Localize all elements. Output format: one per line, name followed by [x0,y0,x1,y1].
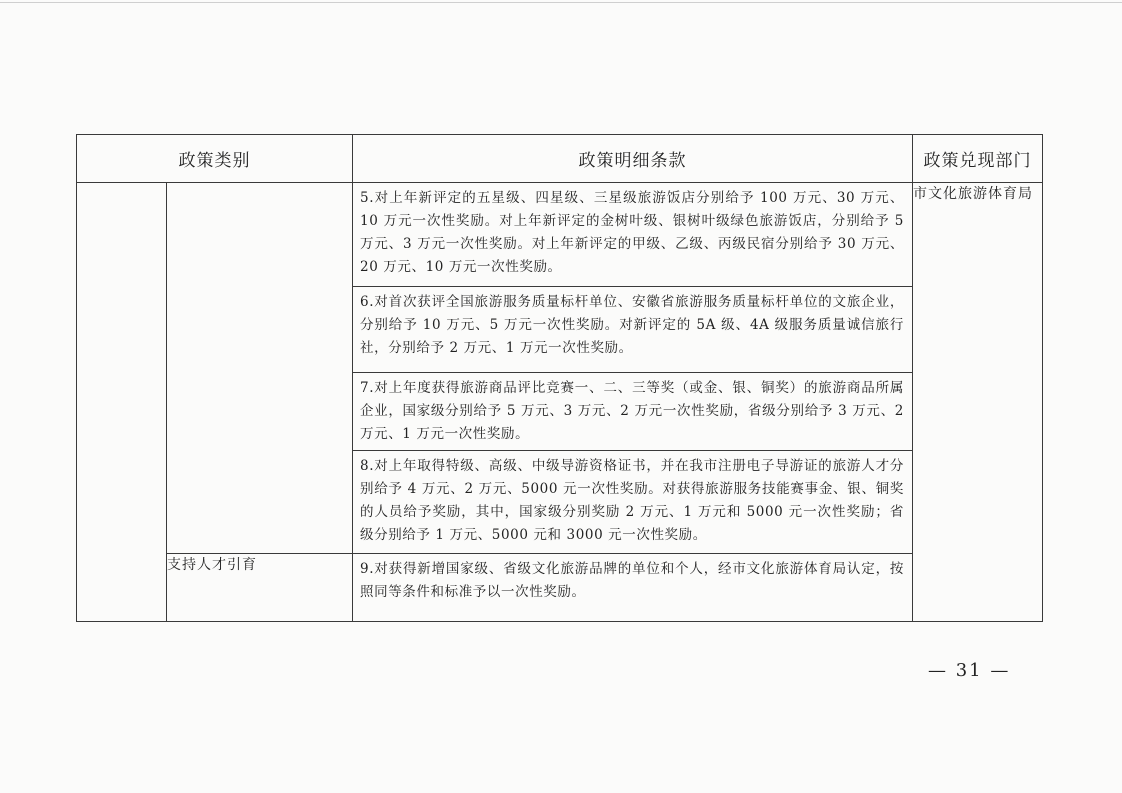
clause-text: 5.对上年新评定的五星级、四星级、三星级旅游饭店分别给予 100 万元、30 万元、10 万元一次性奖励。对上年新评定的金树叶级、银树叶级绿色旅游饭店，分别给予 5 万元、3 万元一次性奖励。对上年新评定的甲级、乙级、丙级民宿分别给予 30 万元、20 万元、10 万元一次性奖励。 [360,190,904,275]
header-details: 政策明细条款 [353,135,913,183]
clause-text: 9.对获得新增国家级、省级文化旅游品牌的单位和个人，经市文化旅游体育局认定，按照同等条件和标准予以一次性奖励。 [360,561,904,600]
subcategory-cell [167,183,353,554]
clause-text: 6.对首次获评全国旅游服务质量标杆单位、安徽省旅游服务质量标杆单位的文旅企业，分别给予 10 万元、5 万元一次性奖励。对新评定的 5A 级、4A 级服务质量诚信旅行社，分别给予 2 万元、1 万元一次性奖励。 [360,294,904,356]
category-cell [77,183,167,622]
header-row [77,135,1043,183]
department-text: 市文化旅游体育局 [913,186,1033,202]
table-row [77,554,1043,622]
clause-text: 7.对上年度获得旅游商品评比竞赛一、二、三等奖（或金、银、铜奖）的旅游商品所属企业，国家级分别给予 5 万元、3 万元、2 万元一次性奖励，省级分别给予 3 万元、2 万元、1 万元一次性奖励。 [360,380,904,442]
clause-cell [353,287,913,373]
policy-table [76,134,1043,622]
department-cell [913,183,1043,622]
clause-cell [353,554,913,622]
clause-cell [353,183,913,287]
clause-cell [353,451,913,554]
clause-text: 8.对上年取得特级、高级、中级导游资格证书，并在我市注册电子导游证的旅游人才分别给予 4 万元、2 万元、5000 元一次性奖励。对获得旅游服务技能赛事金、银、铜奖的人员给予奖励，其中，国家级分别奖励 2 万元、1 万元和 5000 元一次性奖励；省级分别给予 1 万元、5000 元和 3000 元一次性奖励。 [360,458,904,543]
header-category: 政策类别 [77,135,353,183]
table-row [77,183,1043,287]
page-number: — 31 — [928,660,1011,681]
subcategory-label: 支持人才引育 [167,554,353,622]
top-rule [0,2,1122,3]
header-department: 政策兑现部门 [913,135,1043,183]
clause-cell [353,373,913,451]
